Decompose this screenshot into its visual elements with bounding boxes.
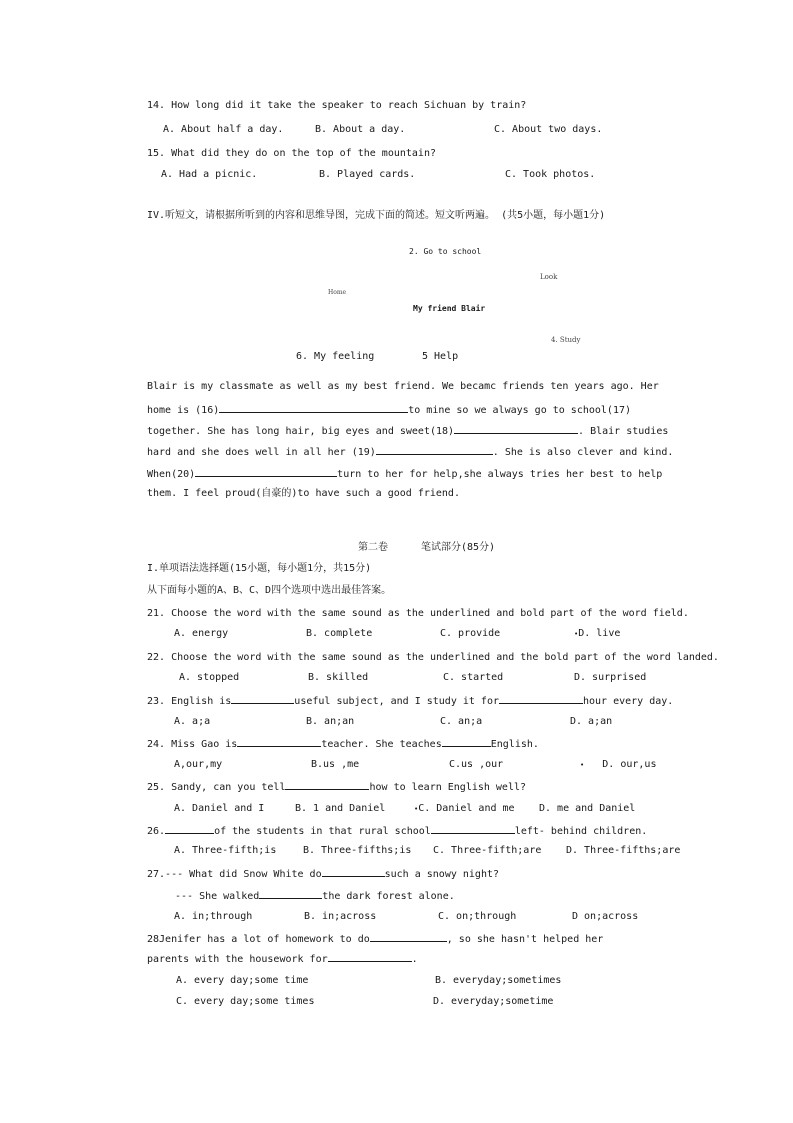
mindmap-study: 4. Study: [551, 336, 581, 344]
q22-option-d: D. surprised: [574, 672, 647, 683]
stem-text: 25. Sandy, can you tell: [147, 782, 286, 793]
bullet-mark: •: [580, 761, 585, 769]
blank[interactable]: [231, 694, 294, 704]
blank[interactable]: [285, 780, 369, 790]
blank-18[interactable]: [454, 424, 578, 434]
question-26-stem: [147, 824, 647, 838]
question-27-stem: [147, 867, 499, 881]
question-25-stem: [147, 780, 526, 794]
q27-option-d: D on;across: [572, 911, 639, 922]
stem-text: 28Jenifer has a lot of homework to do: [147, 934, 370, 945]
mindmap-look: Look: [540, 273, 558, 281]
q25-option-d: D. me and Daniel: [539, 803, 636, 814]
q25-option-a: A. Daniel and I: [174, 803, 265, 814]
passage-line-1: Blair is my classmate as well as my best friend. We becamc friends ten years ago. Her: [147, 381, 659, 392]
q15-option-c: C. Took photos.: [505, 169, 596, 180]
q25-option-c: [414, 803, 515, 815]
question-27-response: [175, 889, 455, 903]
passage-line-3: [147, 424, 668, 438]
stem-text: 24. Miss Gao is: [147, 739, 238, 750]
q23-option-c: C. an;a: [440, 716, 483, 727]
q14-option-a: A. About half a day.: [163, 124, 284, 135]
q27-option-a: A. in;through: [174, 911, 253, 922]
q22-option-b: B. skilled: [308, 672, 369, 683]
blank[interactable]: [328, 952, 412, 962]
stem-text: useful subject, and I study it for: [294, 696, 499, 707]
q26-option-d: D. Three-fifths;are: [566, 845, 681, 856]
mindmap-center: My friend Blair: [413, 304, 486, 313]
section-1-heading: I.单项语法选择题(15小题，每小题1分，共15分): [147, 563, 372, 574]
bullet-mark: •: [414, 805, 419, 813]
blank-20[interactable]: [195, 467, 337, 477]
stem-text: English.: [490, 739, 539, 750]
q14-option-b: B. About a day.: [315, 124, 406, 135]
mindmap-home: Home: [328, 289, 347, 296]
question-22-stem: 22. Choose the word with the same sound as the underlined and the bold part of the word landed.: [147, 652, 719, 663]
stem-text: .: [411, 954, 418, 965]
q21-option-b: B. complete: [306, 628, 373, 639]
passage-text: to mine so we always go to school(17): [408, 405, 632, 416]
passage-line-6: them. I feel proud(自豪的)to have such a good friend.: [147, 488, 460, 499]
q23-option-b: B. an;an: [306, 716, 355, 727]
mindmap-help: 5 Help: [422, 351, 459, 362]
q26-option-a: A. Three-fifth;is: [174, 845, 277, 856]
q27-option-c: C. on;through: [438, 911, 517, 922]
stem-text: 23. English is: [147, 696, 232, 707]
passage-text: . She is also clever and kind.: [492, 447, 674, 458]
stem-text: 26.: [147, 826, 166, 837]
passage-line-2: [147, 403, 631, 417]
stem-text: hour every day.: [583, 696, 674, 707]
question-28-stem-cont: [147, 952, 418, 966]
q24-option-d: [580, 759, 656, 771]
passage-text: . Blair studies: [578, 426, 669, 437]
passage-text: home is (16): [147, 405, 220, 416]
q26-option-b: B. Three-fifths;is: [303, 845, 412, 856]
question-21-stem: 21. Choose the word with the same sound as the underlined and bold part of the word field.: [147, 608, 689, 619]
question-14-stem: 14. How long did it take the speaker to reach Sichuan by train?: [147, 100, 527, 111]
q25-option-b: B. 1 and Daniel: [295, 803, 386, 814]
section-1-instruction: 从下面每小题的A、B、C、D四个选项中选出最佳答案。: [147, 585, 392, 596]
passage-text: hard and she does well in all her (19): [147, 447, 376, 458]
stem-text: --- She walked: [175, 891, 260, 902]
passage-text: together. She has long hair, big eyes and sweet(18): [147, 426, 455, 437]
q24-option-c: C.us ,our: [449, 759, 504, 770]
q26-option-c: C. Three-fifth;are: [433, 845, 542, 856]
passage-text: When(20): [147, 469, 196, 480]
q21-option-d: [574, 628, 620, 640]
stem-text: of the students in that rural school: [214, 826, 431, 837]
blank[interactable]: [165, 824, 214, 834]
option-text: C. Daniel and me: [418, 803, 515, 814]
bullet-mark: •: [574, 630, 579, 638]
volume-2-title: 第二卷: [358, 542, 388, 553]
q22-option-c: C. started: [443, 672, 504, 683]
q14-option-c: C. About two days.: [494, 124, 603, 135]
blank-16[interactable]: [219, 403, 408, 413]
passage-text: turn to her for help,she always tries her best to help: [337, 469, 663, 480]
blank[interactable]: [442, 737, 491, 747]
question-28-stem: [147, 932, 603, 946]
mindmap-go-to-school: 2. Go to school: [409, 247, 482, 256]
question-23-stem: [147, 694, 673, 708]
q24-option-b: B.us ,me: [311, 759, 360, 770]
blank[interactable]: [322, 867, 385, 877]
passage-line-4: [147, 445, 673, 459]
q23-option-a: A. a;a: [174, 716, 211, 727]
blank-19[interactable]: [376, 445, 493, 455]
q28-option-a: A. every day;some time: [176, 975, 309, 986]
q23-option-d: D. a;an: [570, 716, 613, 727]
stem-text: parents with the housework for: [147, 954, 328, 965]
q27-option-b: B. in;across: [304, 911, 377, 922]
blank[interactable]: [237, 737, 321, 747]
mindmap-feeling: 6. My feeling: [296, 351, 375, 362]
volume-2-subtitle: 笔试部分(85分): [421, 542, 496, 553]
passage-line-5: [147, 467, 662, 481]
q24-option-a: A,our,my: [174, 759, 223, 770]
stem-text: how to learn English well?: [369, 782, 527, 793]
part-4-heading: IV.听短文，请根据所听到的内容和思维导图，完成下面的简述。短文听两遍。 (共5小题，每小题1分): [147, 210, 606, 221]
q21-option-c: C. provide: [440, 628, 501, 639]
stem-text: such a snowy night?: [384, 869, 499, 880]
stem-text: 27.--- What did Snow White do: [147, 869, 322, 880]
q28-option-d: D. everyday;sometime: [433, 996, 554, 1007]
stem-text: teacher. She teaches: [321, 739, 442, 750]
blank[interactable]: [370, 932, 447, 942]
blank[interactable]: [259, 889, 322, 899]
q28-option-b: B. everyday;sometimes: [435, 975, 562, 986]
stem-text: the dark forest alone.: [322, 891, 455, 902]
stem-text: , so she hasn't helped her: [446, 934, 604, 945]
option-text: D. our,us: [602, 759, 657, 770]
blank[interactable]: [499, 694, 583, 704]
q28-option-c: C. every day;some times: [176, 996, 315, 1007]
blank[interactable]: [431, 824, 515, 834]
stem-text: left- behind children.: [514, 826, 648, 837]
question-15-stem: 15. What did they do on the top of the mountain?: [147, 148, 436, 159]
option-text: D. live: [578, 628, 621, 639]
q22-option-a: A. stopped: [179, 672, 240, 683]
question-24-stem: [147, 737, 539, 751]
q21-option-a: A. energy: [174, 628, 229, 639]
q15-option-b: B. Played cards.: [319, 169, 416, 180]
q15-option-a: A. Had a picnic.: [161, 169, 258, 180]
